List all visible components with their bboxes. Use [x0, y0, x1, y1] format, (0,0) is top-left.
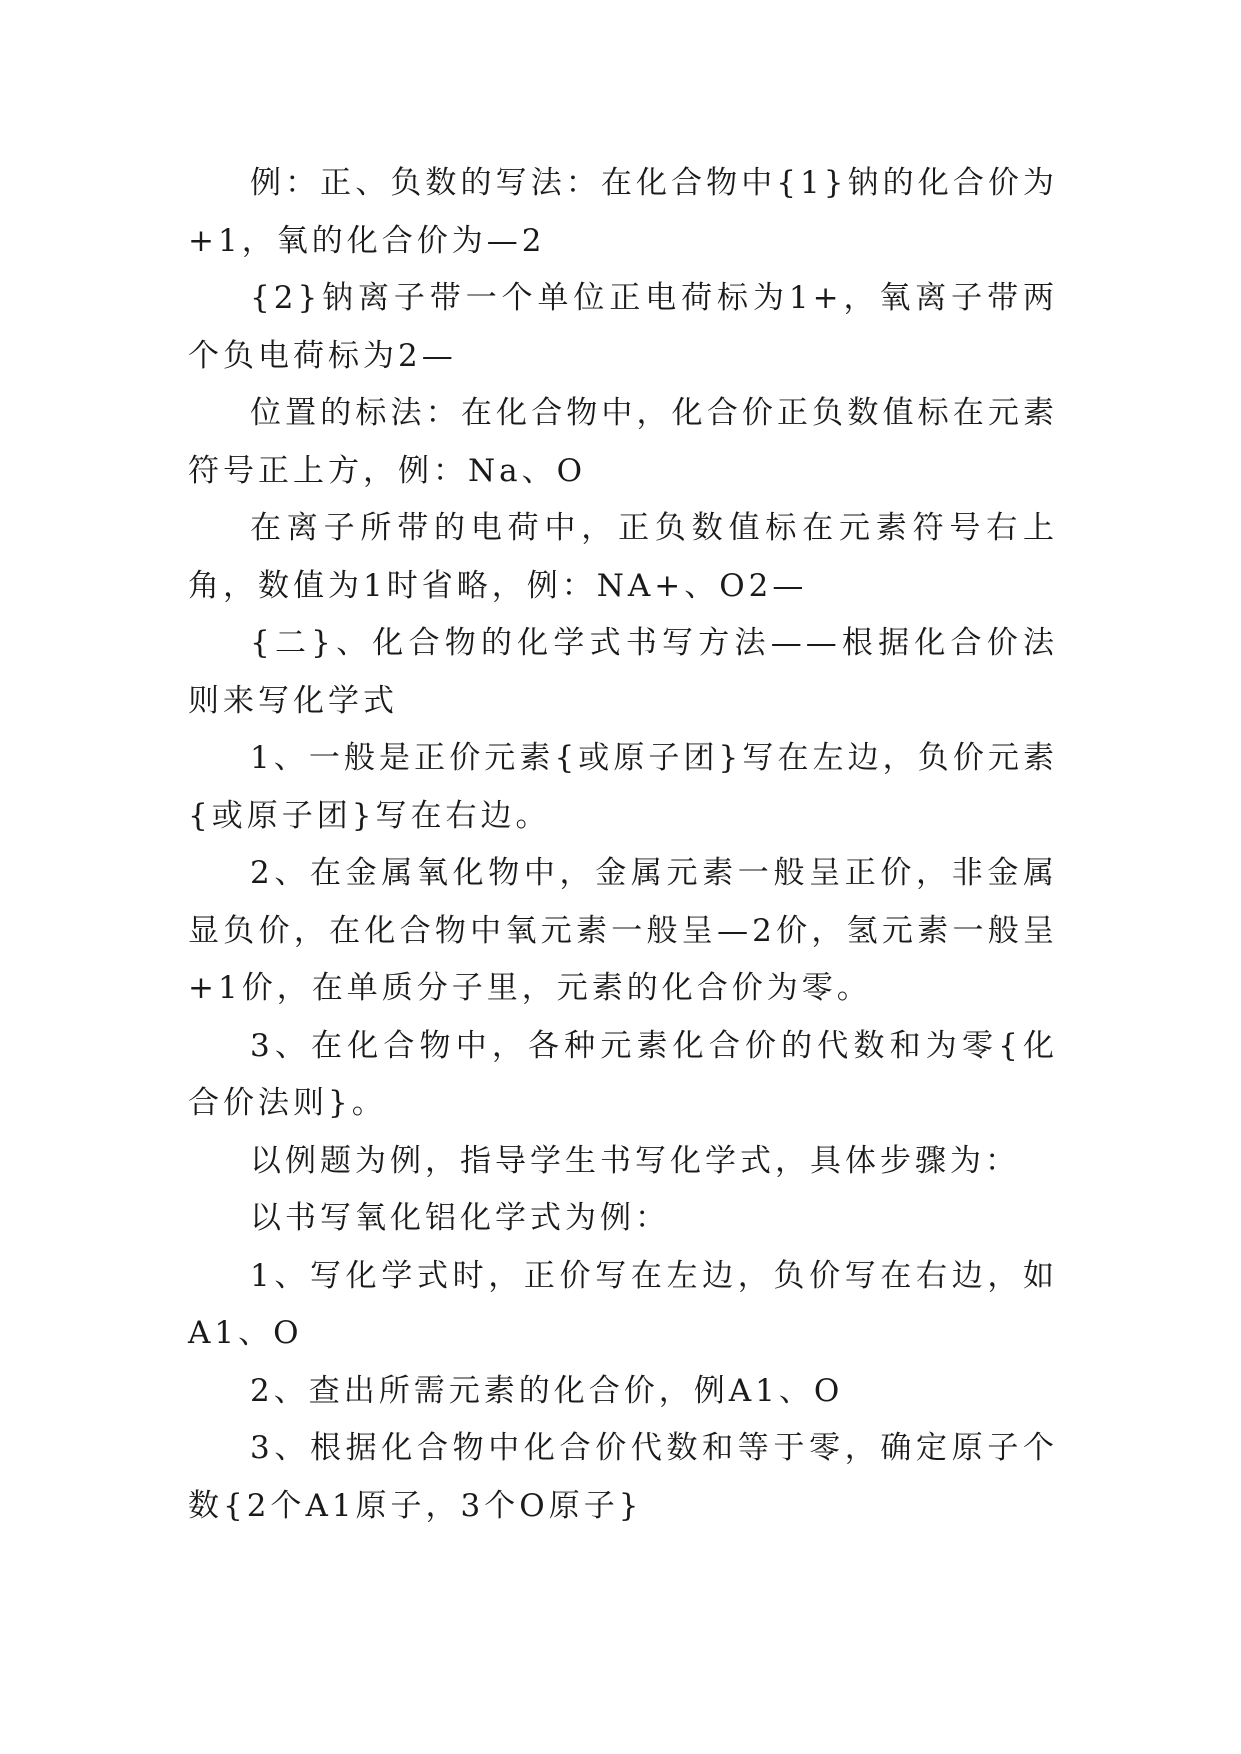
- paragraph: 2、在金属氧化物中，金属元素一般呈正价，非金属显负价，在化合物中氧元素一般呈—2价，氢元素一般呈+1价，在单质分子里，元素的化合价为零。: [188, 855, 1058, 1006]
- paragraph: 3、根据化合物中化合价代数和等于零，确定原子个数{2个A1原子，3个O原子}: [188, 1430, 1058, 1524]
- paragraph: 在离子所带的电荷中，正负数值标在元素符号右上角，数值为1时省略，例：NA+、O2—: [188, 510, 1058, 604]
- paragraph: {二}、化合物的化学式书写方法——根据化合价法则来写化学式: [188, 625, 1058, 719]
- paragraph: {2}钠离子带一个单位正电荷标为1+，氧离子带两个负电荷标为2—: [188, 280, 1058, 374]
- paragraph: 例：正、负数的写法：在化合物中{1}钠的化合价为+1，氧的化合价为—2: [188, 165, 1058, 259]
- paragraph: 2、查出所需元素的化合价，例A1、O: [250, 1372, 844, 1409]
- paragraph: 位置的标法：在化合物中，化合价正负数值标在元素符号正上方，例：Na、O: [188, 395, 1058, 489]
- paragraph: 以例题为例，指导学生书写化学式，具体步骤为：: [250, 1142, 1020, 1179]
- document-body: [188, 155, 1058, 1535]
- paragraph: 1、写化学式时，正价写在左边，负价写在右边，如A1、O: [188, 1257, 1058, 1351]
- paragraph: 1、一般是正价元素{或原子团}写在左边，负价元素{或原子团}写在右边。: [188, 740, 1058, 834]
- paragraph: 以书写氧化铝化学式为例：: [250, 1200, 670, 1236]
- paragraph: 3、在化合物中，各种元素化合价的代数和为零{化合价法则}。: [188, 1027, 1058, 1121]
